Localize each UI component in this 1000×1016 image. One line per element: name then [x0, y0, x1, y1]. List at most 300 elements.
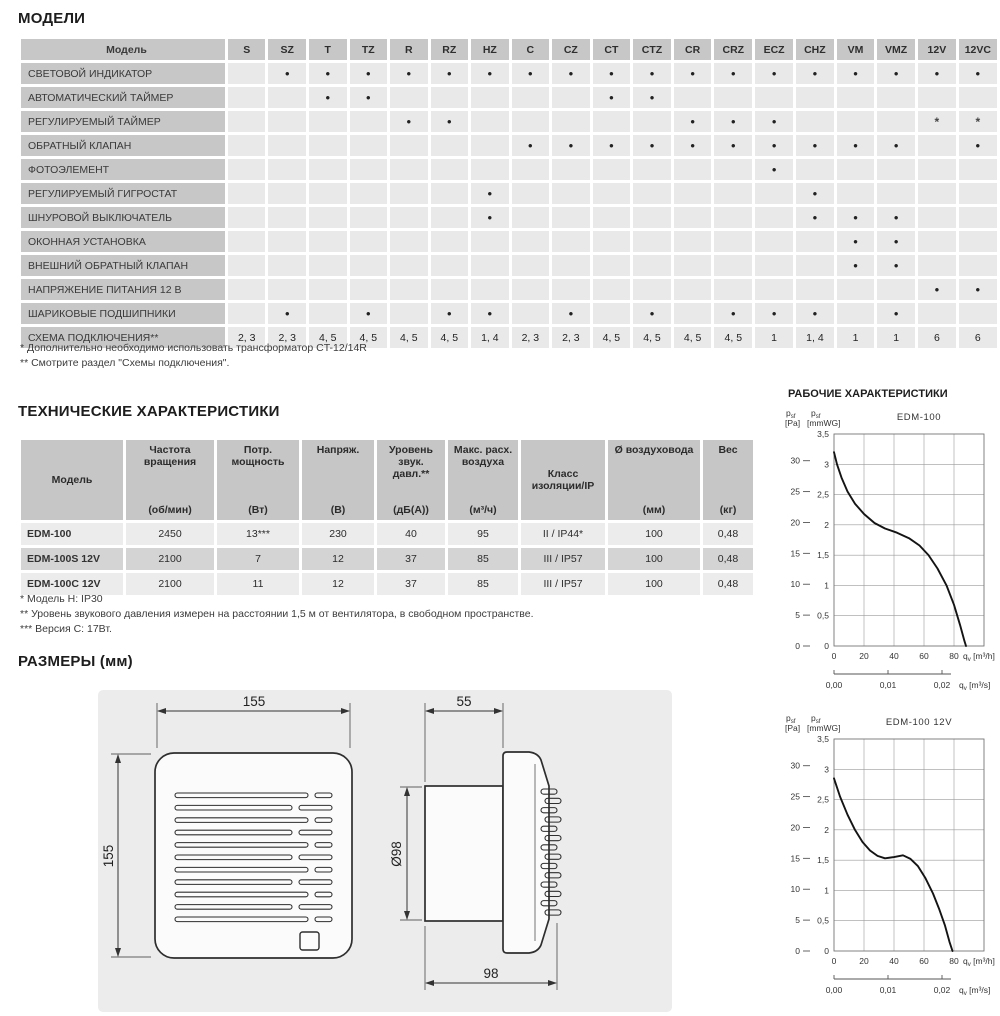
feature-cell: [674, 87, 712, 108]
tech-specs: [18, 437, 756, 598]
svg-text:psf: $p_{sf}$: [786, 713, 796, 725]
feature-cell: •: [552, 303, 590, 324]
feature-row-label: ФОТОЭЛЕМЕНТ: [21, 159, 225, 180]
feature-row: [21, 303, 997, 324]
feature-cell: [390, 87, 428, 108]
feature-cell: [309, 255, 347, 276]
svg-text:[mmWG]: [mmWG]: [807, 723, 841, 733]
feature-cell: [552, 183, 590, 204]
feature-cell: [593, 231, 631, 252]
feature-cell: [350, 255, 388, 276]
svg-text:0,02: 0,02: [933, 985, 951, 995]
tech-value-cell: 95: [448, 523, 518, 545]
feature-cell: *: [959, 111, 997, 132]
tech-value-cell: 100: [608, 573, 700, 595]
feature-cell: [512, 87, 550, 108]
models-feature-matrix: [18, 36, 1000, 351]
footnote-line: * Модель H: IP30: [20, 593, 103, 605]
feature-cell: •: [877, 63, 915, 84]
feature-cell: •: [714, 303, 752, 324]
svg-text:25: 25: [790, 791, 800, 802]
feature-cell: •: [755, 303, 793, 324]
feature-cell: [552, 255, 590, 276]
feature-cell: •: [431, 63, 469, 84]
model-column-header: S: [228, 39, 266, 60]
tech-value-cell: 12: [302, 573, 374, 595]
feature-cell: [674, 159, 712, 180]
feature-row-label: РЕГУЛИРУЕМЫЙ ТАЙМЕР: [21, 111, 225, 132]
feature-cell: [309, 279, 347, 300]
feature-cell: [471, 87, 509, 108]
feature-cell: [877, 279, 915, 300]
feature-cell: •: [918, 279, 956, 300]
svg-text:5: 5: [795, 915, 800, 926]
feature-cell: •: [714, 135, 752, 156]
feature-cell: [877, 159, 915, 180]
model-column-header: CHZ: [796, 39, 834, 60]
tech-value-cell: III / IP57: [521, 573, 605, 595]
feature-cell: [350, 279, 388, 300]
feature-cell: [755, 231, 793, 252]
feature-cell: [959, 159, 997, 180]
feature-row-label: РЕГУЛИРУЕМЫЙ ГИГРОСТАТ: [21, 183, 225, 204]
feature-cell: [877, 111, 915, 132]
tech-value-cell: 2450: [126, 523, 214, 545]
feature-cell: •: [959, 63, 997, 84]
feature-cell: [593, 183, 631, 204]
feature-cell: 2, 3: [228, 327, 266, 348]
feature-cell: •: [755, 63, 793, 84]
svg-text:EDM-100: EDM-100: [896, 412, 942, 423]
feature-cell: 1, 4: [471, 327, 509, 348]
feature-cell: [512, 159, 550, 180]
feature-cell: [633, 207, 671, 228]
model-column-header: CRZ: [714, 39, 752, 60]
feature-cell: 2, 3: [268, 327, 306, 348]
svg-text:10: 10: [790, 884, 800, 895]
model-column-header: TZ: [350, 39, 388, 60]
charts-section-title: РАБОЧИЕ ХАРАКТЕРИСТИКИ: [788, 388, 948, 400]
feature-cell: [390, 207, 428, 228]
feature-cell: [918, 87, 956, 108]
feature-cell: [959, 303, 997, 324]
feature-row: [21, 135, 997, 156]
feature-cell: 1: [877, 327, 915, 348]
feature-cell: [268, 207, 306, 228]
feature-cell: 2, 3: [552, 327, 590, 348]
feature-cell: •: [674, 63, 712, 84]
feature-cell: [228, 255, 266, 276]
model-column-header: T: [309, 39, 347, 60]
svg-text:1: 1: [824, 580, 829, 591]
feature-cell: •: [268, 303, 306, 324]
feature-row: [21, 255, 997, 276]
feature-cell: [350, 135, 388, 156]
duct-body: [425, 786, 503, 921]
feature-cell: •: [714, 111, 752, 132]
svg-text:0,00: 0,00: [825, 985, 843, 995]
feature-cell: [593, 255, 631, 276]
feature-cell: •: [796, 135, 834, 156]
feature-cell: [268, 159, 306, 180]
feature-cell: •: [309, 87, 347, 108]
feature-cell: [593, 159, 631, 180]
model-column-header: VM: [837, 39, 874, 60]
feature-cell: •: [471, 63, 509, 84]
feature-cell: [268, 255, 306, 276]
feature-cell: [350, 207, 388, 228]
feature-cell: [837, 183, 874, 204]
feature-cell: •: [309, 63, 347, 84]
feature-cell: [309, 207, 347, 228]
feature-cell: •: [471, 183, 509, 204]
feature-cell: [350, 231, 388, 252]
feature-cell: [228, 279, 266, 300]
feature-cell: [512, 303, 550, 324]
tech-row: [21, 548, 753, 570]
svg-text:0: 0: [831, 651, 837, 661]
feature-cell: 1: [755, 327, 793, 348]
tech-value-cell: 2100: [126, 573, 214, 595]
svg-text:[Pa]: [Pa]: [785, 418, 801, 428]
svg-text:25: 25: [790, 486, 800, 497]
chart-edm100-12v-svg: [780, 709, 1000, 1009]
feature-cell: [714, 255, 752, 276]
feature-cell: [552, 111, 590, 132]
feature-cell: [228, 159, 266, 180]
tech-model-name: EDM-100S 12V: [21, 548, 123, 570]
feature-cell: [633, 111, 671, 132]
feature-cell: •: [512, 63, 550, 84]
feature-cell: [350, 111, 388, 132]
feature-cell: [593, 303, 631, 324]
svg-text:2: 2: [824, 519, 829, 530]
tech-section-title: ТЕХНИЧЕСКИЕ ХАРАКТЕРИСТИКИ: [18, 403, 280, 420]
feature-cell: [309, 159, 347, 180]
feature-cell: •: [837, 255, 874, 276]
feature-cell: [228, 111, 266, 132]
feature-cell: [714, 279, 752, 300]
feature-cell: [633, 231, 671, 252]
feature-cell: [471, 111, 509, 132]
feature-cell: [228, 207, 266, 228]
feature-cell: •: [674, 135, 712, 156]
svg-text:qv [m³/h]: $q_v$ [m³/h]: [963, 956, 995, 968]
feature-cell: [228, 231, 266, 252]
feature-cell: [755, 207, 793, 228]
feature-cell: [674, 279, 712, 300]
tech-value-cell: 100: [608, 548, 700, 570]
feature-cell: •: [959, 279, 997, 300]
feature-cell: [959, 87, 997, 108]
feature-cell: [228, 183, 266, 204]
feature-cell: 2, 3: [512, 327, 550, 348]
feature-cell: [877, 183, 915, 204]
feature-cell: [633, 183, 671, 204]
feature-cell: [755, 255, 793, 276]
tech-column-header: Ø воздуховода (мм): [608, 440, 700, 520]
feature-cell: [633, 159, 671, 180]
feature-cell: •: [431, 111, 469, 132]
feature-cell: [309, 231, 347, 252]
tech-value-cell: 0,48: [703, 548, 753, 570]
svg-text:3,5: 3,5: [817, 429, 829, 439]
dimensions-section-title: РАЗМЕРЫ (мм): [18, 653, 133, 670]
svg-text:80: 80: [949, 956, 959, 966]
footnote-line: ** Смотрите раздел "Схемы подключения".: [20, 357, 230, 369]
feature-cell: •: [350, 63, 388, 84]
feature-row-label: ВНЕШНИЙ ОБРАТНЫЙ КЛАПАН: [21, 255, 225, 276]
svg-text:0,02: 0,02: [933, 680, 951, 690]
feature-cell: •: [755, 159, 793, 180]
feature-cell: [918, 183, 956, 204]
tech-value-cell: 2100: [126, 548, 214, 570]
front-panel-profile: [503, 752, 549, 953]
feature-cell: [309, 135, 347, 156]
feature-cell: [390, 303, 428, 324]
model-column-header: CT: [593, 39, 631, 60]
feature-cell: •: [593, 135, 631, 156]
feature-row: [21, 63, 997, 84]
footnote-line: *** Версия C: 17Вт.: [20, 623, 112, 635]
feature-cell: [552, 231, 590, 252]
corner-header: Модель: [21, 39, 225, 60]
feature-row: [21, 207, 997, 228]
svg-text:0,5: 0,5: [817, 610, 829, 621]
feature-cell: •: [877, 135, 915, 156]
tech-table: [18, 437, 756, 598]
feature-cell: [431, 231, 469, 252]
feature-cell: •: [796, 303, 834, 324]
feature-cell: •: [633, 303, 671, 324]
performance-chart-edm100-12v: [780, 709, 1000, 1014]
tech-value-cell: 85: [448, 573, 518, 595]
tech-column-header: Потр. мощность (Вт): [217, 440, 299, 520]
svg-text:30: 30: [790, 760, 800, 771]
svg-text:0,01: 0,01: [879, 680, 897, 690]
total-depth-dim: 98: [483, 966, 499, 981]
feature-cell: [268, 135, 306, 156]
feature-cell: [350, 159, 388, 180]
feature-cell: •: [633, 135, 671, 156]
feature-cell: [837, 87, 874, 108]
feature-row-label: СХЕМА ПОДКЛЮЧЕНИЯ**: [21, 327, 225, 348]
svg-text:20: 20: [859, 651, 869, 661]
model-column-header: RZ: [431, 39, 469, 60]
front-depth-dim: 55: [456, 694, 472, 709]
feature-cell: [552, 279, 590, 300]
feature-cell: [390, 183, 428, 204]
feature-cell: [674, 255, 712, 276]
model-column-header: CZ: [552, 39, 590, 60]
feature-cell: [228, 87, 266, 108]
feature-cell: [755, 279, 793, 300]
feature-cell: [431, 207, 469, 228]
feature-cell: [268, 111, 306, 132]
model-column-header: C: [512, 39, 550, 60]
svg-text:0: 0: [824, 946, 829, 956]
svg-text:[mmWG]: [mmWG]: [807, 418, 841, 428]
tech-value-cell: 40: [377, 523, 445, 545]
svg-text:psf: $p_{sf}$: [786, 408, 796, 420]
tech-value-cell: II / IP44*: [521, 523, 605, 545]
feature-cell: [390, 159, 428, 180]
svg-text:[Pa]: [Pa]: [785, 723, 801, 733]
svg-text:3: 3: [824, 459, 829, 470]
feature-cell: [512, 111, 550, 132]
feature-cell: [837, 159, 874, 180]
tech-value-cell: 0,48: [703, 523, 753, 545]
models-footnotes: [20, 341, 367, 371]
tech-value-cell: 7: [217, 548, 299, 570]
feature-cell: [714, 183, 752, 204]
feature-cell: [877, 87, 915, 108]
svg-text:2,5: 2,5: [817, 794, 829, 805]
fan-front-view: [101, 694, 352, 958]
svg-text:1: 1: [824, 885, 829, 896]
svg-text:60: 60: [919, 956, 929, 966]
feature-cell: [471, 159, 509, 180]
feature-row-label: ОКОННАЯ УСТАНОВКА: [21, 231, 225, 252]
tech-column-header: Уровень звук. давл.** (дБ(А)): [377, 440, 445, 520]
feature-cell: [796, 255, 834, 276]
tech-column-header: Напряж. (В): [302, 440, 374, 520]
feature-cell: •: [593, 87, 631, 108]
feature-cell: •: [390, 111, 428, 132]
feature-row: [21, 111, 997, 132]
feature-cell: [390, 135, 428, 156]
svg-text:20: 20: [790, 822, 800, 833]
feature-cell: [228, 135, 266, 156]
feature-cell: [309, 303, 347, 324]
feature-cell: •: [390, 63, 428, 84]
chart-edm100-svg: [780, 404, 1000, 704]
tech-value-cell: 85: [448, 548, 518, 570]
feature-cell: •: [512, 135, 550, 156]
feature-cell: [512, 183, 550, 204]
feature-row: [21, 183, 997, 204]
feature-cell: [633, 279, 671, 300]
svg-text:80: 80: [949, 651, 959, 661]
feature-cell: •: [877, 255, 915, 276]
feature-cell: [593, 111, 631, 132]
tech-header-row: [21, 440, 753, 520]
feature-cell: [837, 111, 874, 132]
feature-cell: [633, 255, 671, 276]
tech-value-cell: 100: [608, 523, 700, 545]
tech-value-cell: III / IP57: [521, 548, 605, 570]
model-column-header: R: [390, 39, 428, 60]
tech-column-header: Класс изоляции/IP: [521, 440, 605, 520]
feature-cell: •: [755, 135, 793, 156]
tech-value-cell: 37: [377, 573, 445, 595]
tech-column-header: Макс. расх. воздуха (м³/ч): [448, 440, 518, 520]
model-column-header: 12V: [918, 39, 956, 60]
feature-cell: [837, 303, 874, 324]
feature-cell: •: [918, 63, 956, 84]
feature-cell: •: [837, 135, 874, 156]
tech-value-cell: 0,48: [703, 573, 753, 595]
feature-cell: •: [674, 111, 712, 132]
feature-cell: [837, 279, 874, 300]
feature-cell: [268, 231, 306, 252]
feature-row-label: ОБРАТНЫЙ КЛАПАН: [21, 135, 225, 156]
svg-text:30: 30: [790, 455, 800, 466]
svg-text:0,01: 0,01: [879, 985, 897, 995]
tech-value-cell: 11: [217, 573, 299, 595]
fan-side-view: [389, 694, 561, 990]
feature-cell: [512, 207, 550, 228]
feature-cell: [674, 303, 712, 324]
model-column-header: SZ: [268, 39, 306, 60]
front-width-dim: 155: [242, 694, 266, 709]
svg-text:5: 5: [795, 610, 800, 621]
feature-cell: [350, 183, 388, 204]
feature-cell: [796, 279, 834, 300]
tech-model-name: EDM-100: [21, 523, 123, 545]
feature-cell: [268, 279, 306, 300]
svg-text:1,5: 1,5: [817, 550, 829, 561]
feature-cell: [431, 135, 469, 156]
feature-cell: [959, 231, 997, 252]
feature-cell: [431, 87, 469, 108]
feature-cell: •: [268, 63, 306, 84]
feature-cell: [309, 183, 347, 204]
feature-cell: •: [471, 207, 509, 228]
feature-row-label: ШАРИКОВЫЕ ПОДШИПНИКИ: [21, 303, 225, 324]
feature-cell: 6: [959, 327, 997, 348]
svg-text:15: 15: [790, 853, 800, 864]
feature-cell: 4, 5: [593, 327, 631, 348]
feature-row: [21, 87, 997, 108]
model-column-header: ECZ: [755, 39, 793, 60]
feature-cell: [552, 87, 590, 108]
models-table: [18, 36, 1000, 351]
feature-cell: [755, 87, 793, 108]
feature-cell: [714, 231, 752, 252]
tech-value-cell: 37: [377, 548, 445, 570]
feature-cell: 4, 5: [309, 327, 347, 348]
feature-cell: •: [837, 231, 874, 252]
feature-row: [21, 279, 997, 300]
feature-cell: 4, 5: [674, 327, 712, 348]
feature-cell: *: [918, 111, 956, 132]
feature-cell: [959, 183, 997, 204]
feature-cell: 4, 5: [633, 327, 671, 348]
svg-text:0: 0: [824, 641, 829, 651]
feature-row-label: ШНУРОВОЙ ВЫКЛЮЧАТЕЛЬ: [21, 207, 225, 228]
feature-cell: [431, 183, 469, 204]
feature-cell: [390, 279, 428, 300]
feature-cell: •: [877, 231, 915, 252]
svg-text:1,5: 1,5: [817, 855, 829, 866]
feature-cell: •: [552, 63, 590, 84]
fan-curve: [834, 452, 966, 646]
svg-text:0,00: 0,00: [825, 680, 843, 690]
feature-cell: •: [471, 303, 509, 324]
feature-cell: [674, 207, 712, 228]
svg-text:10: 10: [790, 579, 800, 590]
feature-row-label: АВТОМАТИЧЕСКИЙ ТАЙМЕР: [21, 87, 225, 108]
feature-cell: •: [350, 303, 388, 324]
feature-cell: [918, 159, 956, 180]
svg-text:0: 0: [795, 641, 800, 651]
feature-cell: [918, 135, 956, 156]
feature-cell: •: [714, 63, 752, 84]
feature-cell: •: [593, 63, 631, 84]
feature-row-label: НАПРЯЖЕНИЕ ПИТАНИЯ 12 В: [21, 279, 225, 300]
feature-cell: [918, 255, 956, 276]
